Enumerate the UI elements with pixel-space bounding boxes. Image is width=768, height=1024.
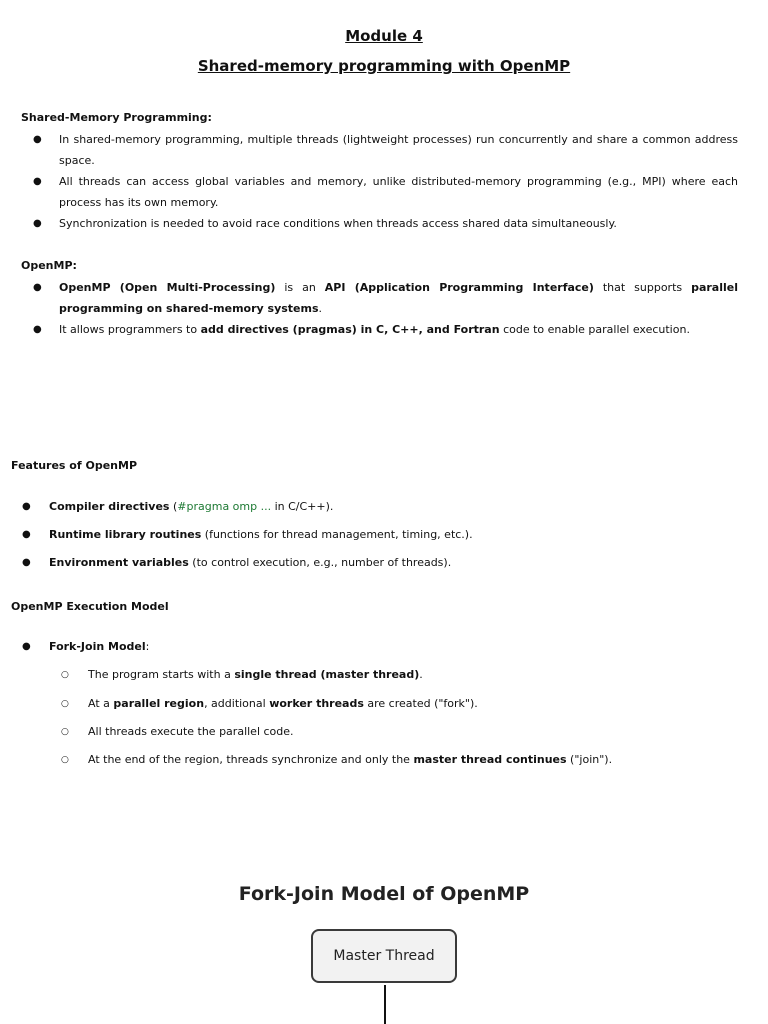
circle-bullet-icon: ○: [61, 699, 69, 709]
list-item: ● It allows programmers to add directives (pragmas) in C, C++, and Fortran code to enable parallel execution.: [21, 319, 738, 340]
shared-memory-list: [21, 129, 738, 234]
circle-bullet-icon: ○: [61, 755, 69, 765]
master-thread-box: [311, 929, 457, 983]
master-thread-label: Master Thread: [333, 948, 435, 964]
bullet-icon: ●: [22, 529, 31, 540]
bullet-icon: ●: [22, 557, 31, 568]
list-item: ● Synchronization is needed to avoid race conditions when threads access shared data simultaneously.: [21, 213, 738, 234]
circle-bullet-icon: ○: [61, 727, 69, 737]
execution-heading: OpenMP Execution Model: [11, 600, 169, 613]
bullet-icon: ●: [22, 641, 31, 652]
circle-bullet-icon: ○: [61, 670, 69, 680]
features-heading: Features of OpenMP: [11, 459, 138, 472]
diagram-title: Fork-Join Model of OpenMP: [238, 883, 530, 905]
bullet-icon: ●: [33, 324, 42, 335]
openmp-heading: OpenMP:: [21, 259, 77, 272]
bullet-icon: ●: [33, 134, 42, 145]
page-subtitle: Shared-memory programming with OpenMP: [197, 57, 571, 75]
connector-line: [384, 985, 386, 1024]
bullet-icon: ●: [33, 282, 42, 293]
list-item: ● All threads can access global variables and memory, unlike distributed-memory programming (e.g., MPI) where each process has its own memory.: [21, 171, 738, 213]
bullet-icon: ●: [33, 176, 42, 187]
shared-memory-heading: Shared-Memory Programming:: [21, 111, 212, 124]
module-title: Module 4: [345, 27, 423, 45]
bullet-icon: ●: [22, 501, 31, 512]
openmp-list: [21, 277, 738, 340]
list-item: ● In shared-memory programming, multiple threads (lightweight processes) run concurrently and share a common address space.: [21, 129, 738, 171]
code-snippet: #pragma omp ...: [177, 500, 272, 513]
list-item: ● OpenMP (Open Multi-Processing) is an API (Application Programming Interface) that supports parallel programming on shared-memory systems.: [21, 277, 738, 319]
bullet-icon: ●: [33, 218, 42, 229]
